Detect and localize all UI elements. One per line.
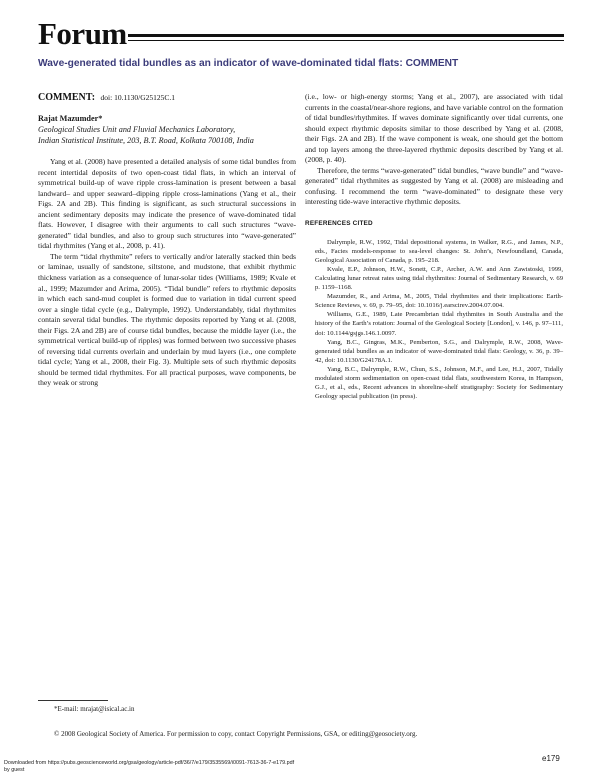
reference-item: Mazumder, R., and Arima, M., 2005, Tidal rhythmites and their implications: Earth-Science Reviews, v. 69, p. 79–95, doi: 10.1016/j.earscirev.2004.07.004. (315, 293, 563, 310)
author-email-footnote: *E-mail: mrajat@isical.ac.in (54, 705, 135, 713)
page-number: e179 (542, 754, 560, 763)
body-paragraph-3: Therefore, the terms “wave-generated” tidal bundles, “wave bundle” and “wave-generated” tidal rhythmites as suggested by Yang et al. (2008) are misleading and confusing. I recommend the term “wave-dominated” to designate these very interesting tide-wave interactive rhythmic deposits. (305, 165, 563, 207)
body-paragraph-2-continued: (i.e., low- or high-energy storms; Yang et al., 2007), are associated with tidal currents in the coastal/near-shore regions, and have variable control on the formation of tidal bundles/rhythmites. If waves dominate significantly over tidal currents, one should expect rhythmic deposits similar to those described by Yang et al. (2008, their Figs. 2A and 2B). If the wave component is weak, one should get the bottom and top layers among the three-layered rhythmic deposits described by Yang et al. (2008, p. 40). (305, 92, 563, 165)
right-column (305, 92, 563, 401)
left-column (38, 157, 296, 389)
reference-item: Dalrymple, R.W., 1992, Tidal depositional systems, in Walker, R.G., and James, N.P., eds., Facies models-response to sea-level changes: St. John’s, Newfoundland, Canada, Geological Association of Canada, p. 195–218. (315, 238, 563, 264)
comment-line (38, 92, 175, 103)
body-paragraph-1: Yang et al. (2008) have presented a detailed analysis of some tidal bundles from recent intertidal deposits of two open-coast tidal flats, in which an interval of symmetrical build-up of wave ripple cross-lamination is present between a basal landward– and upper seaward–dipping ripple cross-laminations (Yang et al., their Figs. 2A and 2B). This finding is significant, as such structural successions in ancient sedimentary deposits may indicate the presence of wave-dominated tidal flats. However, I disagree with their arguments to call such structures “wave-generated” tidal bundles, and also to group such structures into “wave-generated” tidal rhythmites (Yang et al., 2008, p. 41). (38, 157, 296, 251)
comment-label: COMMENT: (38, 92, 96, 103)
copyright-notice: © 2008 Geological Society of America. For permission to copy, contact Copyright Permissions, GSA, or editing@geosociety.org. (54, 730, 418, 738)
reference-item: Kvale, E.P., Johnson, H.W., Sonett, C.P., Archer, A.W. and Ann Zawistoski, 1999, Calculating lunar retreat rates using tidal rhythmites: Journal of Sedimentary Research, v. 69 p. 1159–1168. (315, 265, 563, 292)
author-name: Rajat Mazumder* (38, 114, 103, 123)
download-guest-line: by guest (4, 766, 25, 773)
download-url-line[interactable]: Downloaded from https://pubs.geoscienceworld.org/gsa/geology/article-pdf/36/7/e179/3535569/i0091-7613-36-7-e179.pdf (4, 760, 295, 766)
comment-doi[interactable]: doi: 10.1130/G25125C.1 (100, 93, 176, 102)
author-affiliation-line-1: Geological Studies Unit and Fluvial Mechanics Laboratory, (38, 125, 236, 134)
reference-item: Yang, B.C., Dalrymple, R.W., Chun, S.S., Johnson, M.F., and Lee, H.J., 2007, Tidally modulated storm sedimentation on open-coast tidal flats, southwestern Korea, in Hampson, G.J., et al., eds., Recent advances in shoreline-shelf stratigraphy: Society for Sedimentary Geology special publication (in press). (315, 365, 563, 401)
footnote-rule (38, 700, 108, 701)
reference-item: Williams, G.E., 1989, Late Precambrian tidal rhythmites in South Australia and the history of the Earth’s rotation: Journal of the Geological Society [London], v. 146, p. 97–111, doi: 10.1144/gsjgs.146.1.0097. (315, 311, 563, 337)
article-title: Wave-generated tidal bundles as an indicator of wave-dominated tidal flats: COMMENT (38, 58, 459, 69)
references-heading: REFERENCES CITED (305, 220, 373, 228)
header-rule-thin (128, 40, 564, 41)
header-rule-thick (128, 34, 564, 37)
download-notice (4, 760, 424, 773)
section-heading: Forum (38, 16, 127, 51)
author-block (38, 113, 300, 146)
author-affiliation-line-2: Indian Statistical Institute, 203, B.T. Road, Kolkata 700108, India (38, 136, 254, 145)
reference-item: Yang, B.C., Gingras, M.K., Pemberton, S.G., and Dalrymple, R.W., 2008, Wave-generated tidal bundles as an indicator of wave-dominated tidal flats: Geology, v. 36, p. 39–42, doi: 10.1130/G24178A.1. (315, 338, 563, 364)
body-paragraph-2: The term “tidal rhythmite” refers to vertically and/or laterally stacked thin beds or laminae, usually of sandstone, siltstone, and mudstone, that exhibit rhythmic thickness variation as a consequence of lunar-solar tides (Williams, 1989; Kvale et al., 1999; Mazumder and Arima, 2005). “Tidal bundle” refers to rhythmic deposits in which each sand-mud couplet is formed due to variation in tidal current speed over a single tidal cycle (e.g., Dalrymple, 1992). Understandably, tidal rhythmites contain several tidal bundles. The rhythmic deposits reported by Yang et al. (2008, their Figs. 2A and 2B) are of course tidal bundles, because the middle layer (i.e., the symmetrical vertical build-up of ripples) was formed between two successive phases of reversing tidal currents overlain and underlain by mud layers (i.e., one complete tidal cycle; Yang et al., 2008, their Fig. 3). Multiple sets of such rhythmic deposits should be termed tidal rhythmites. For all practical purposes, wave components, be they weak or strong (38, 251, 296, 388)
